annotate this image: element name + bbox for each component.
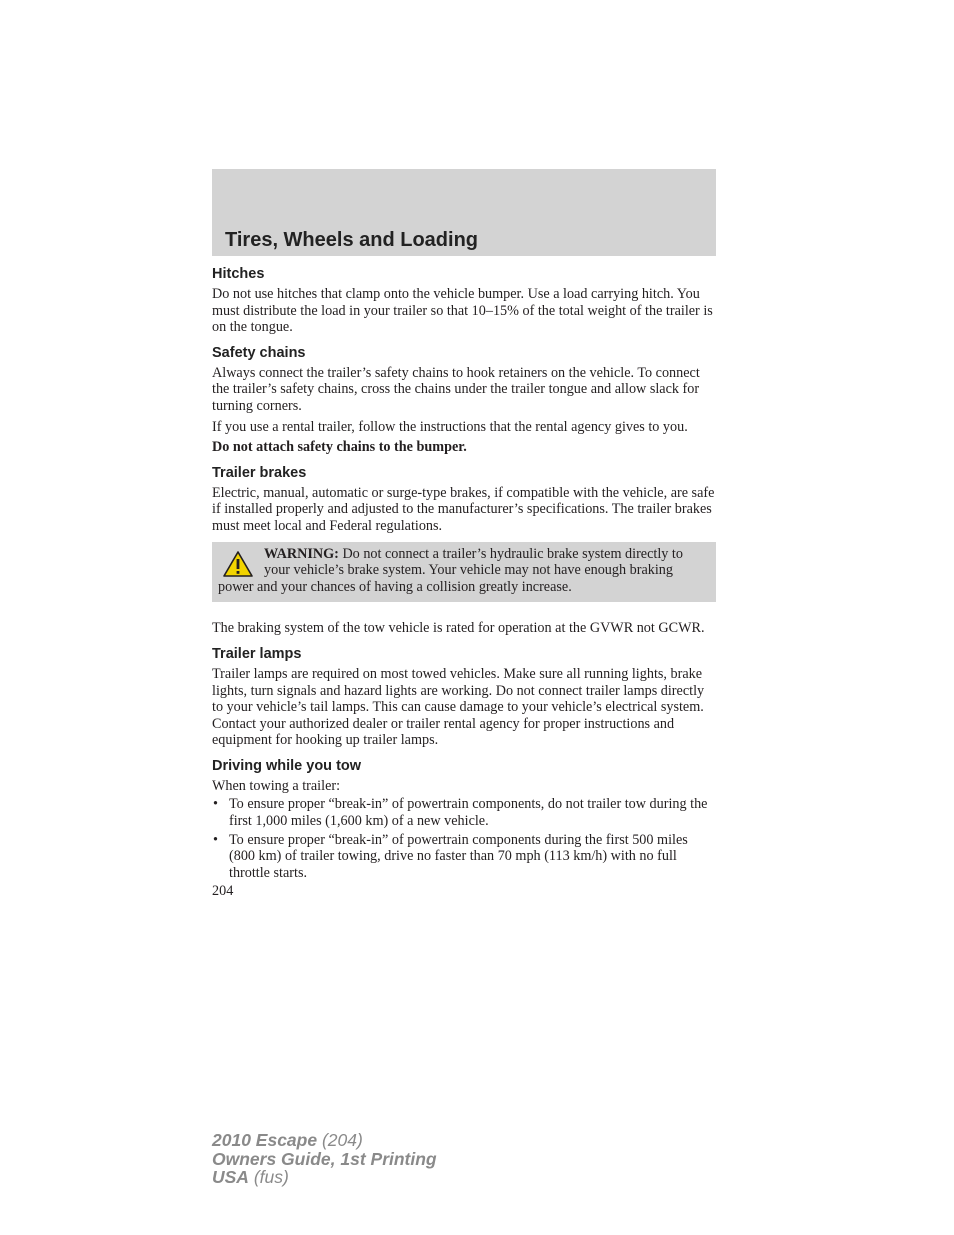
warning-triangle-icon: [222, 550, 254, 578]
page-number: 204: [212, 883, 234, 900]
print-footer: [212, 1131, 437, 1187]
section-title: Tires, Wheels and Loading: [225, 229, 479, 251]
heading-trailer-brakes: Trailer brakes: [212, 464, 307, 481]
safety-chains-paragraph-1: Always connect the trailer’s safety chains to hook retainers on the vehicle. To connect the trailer’s safety chains, cross the chains under the trailer tongue and allow slack for turning corners.: [212, 364, 700, 414]
page-content: [212, 266, 716, 900]
list-item: • To ensure proper “break-in” of powertrain components during the first 500 miles (800 km) of trailer towing, drive no faster than 70 mph (113 km/h) with no full throttle starts.: [213, 831, 688, 881]
driving-tow-intro: When towing a trailer:: [212, 777, 341, 794]
hitches-paragraph: Do not use hitches that clamp onto the vehicle bumper. Use a load carrying hitch. You must distribute the load in your trailer so that 10–15% of the total weight of the trailer is on the tongue.: [212, 286, 713, 336]
trailer-lamps-paragraph: Trailer lamps are required on most towed vehicles. Make sure all running lights, brake lights, turn signals and hazard lights are working. Do not connect trailer lamps directly to your vehicle’s tail lamps. This can cause damage to your vehicle’s electrical system. Contact your authorized dealer or trailer rental agency for proper instructions and equipment for hooking up trailer lamps.: [212, 665, 705, 749]
safety-chains-note: Do not attach safety chains to the bumper.: [212, 439, 467, 456]
trailer-brakes-paragraph-2: The braking system of the tow vehicle is rated for operation at the GVWR not GCWR.: [212, 620, 705, 637]
heading-safety-chains: Safety chains: [212, 344, 306, 361]
warning-label: WARNING:: [264, 545, 339, 562]
section-header-band: [212, 169, 716, 256]
footer-line-2: Owners Guide, 1st Printing: [212, 1148, 437, 1169]
driving-tow-list: [212, 796, 716, 881]
safety-chains-paragraph-2: If you use a rental trailer, follow the instructions that the rental agency gives to you.: [212, 418, 688, 435]
heading-driving-while-you-tow: Driving while you tow: [212, 757, 362, 774]
warning-box: [212, 542, 716, 603]
heading-hitches: Hitches: [212, 266, 265, 282]
warning-body: Do not connect a trailer’s hydraulic brake system directly to your vehicle’s brake system. Your vehicle may not have enough braking power and your chances of having a collision greatly increase.: [218, 545, 683, 595]
list-item: • To ensure proper “break-in” of powertrain components, do not trailer tow during the first 1,000 miles (1,600 km) of a new vehicle.: [213, 796, 708, 830]
warning-text: [218, 546, 710, 596]
trailer-brakes-paragraph-1: Electric, manual, automatic or surge-type brakes, if compatible with the vehicle, are safe if installed properly and adjusted to the manufacturer’s specifications. The trailer brakes must meet local and Federal regulations.: [212, 484, 715, 534]
footer-line-1: 2010 Escape (204): [212, 1130, 363, 1150]
heading-trailer-lamps: Trailer lamps: [212, 645, 302, 662]
footer-line-3: USA (fus): [212, 1167, 289, 1187]
